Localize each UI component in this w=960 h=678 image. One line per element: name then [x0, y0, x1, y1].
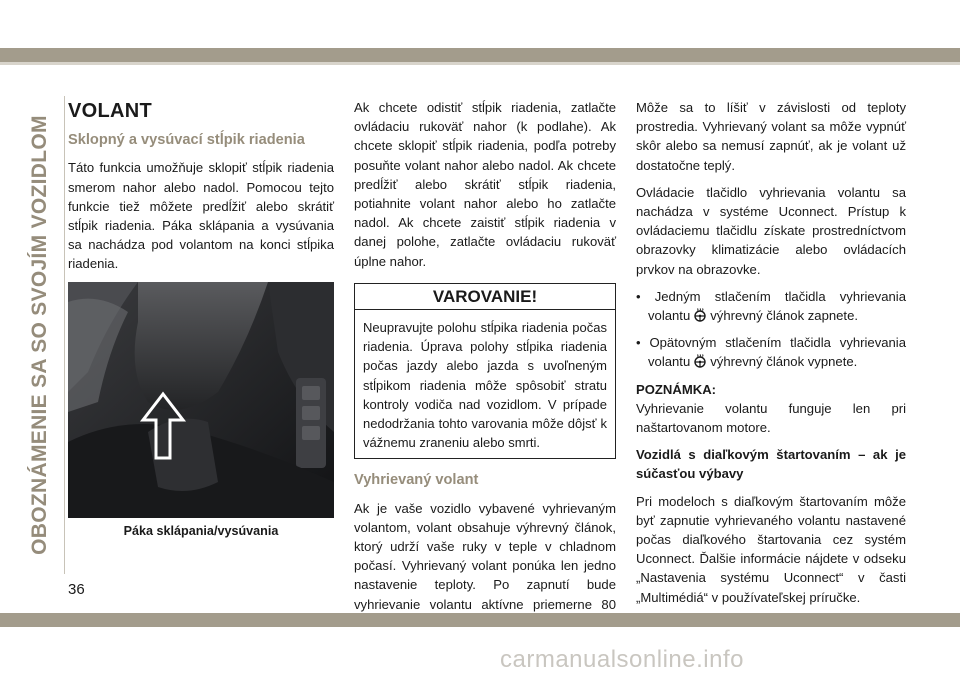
subheading-tilt-column: Sklopný a vysúvací stĺpik riadenia [68, 132, 305, 149]
tilt-lever-photo [68, 282, 334, 518]
header-stripe [0, 48, 960, 62]
side-rule [64, 96, 65, 574]
top-margin [0, 0, 960, 48]
bullet-turn-off-text-b: výhrevný článok vypnete. [710, 354, 858, 370]
remote-start-heading: Vozidlá s diaľkovým štartovaním – ak je súčasťou výbavy [636, 447, 906, 482]
warning-title: VAROVANIE! [355, 284, 615, 310]
page-number: 36 [68, 581, 85, 598]
note-title: POZNÁMKA: [636, 381, 717, 397]
tilt-intro-paragraph: Táto funkcia umožňuje sklopiť stĺpik riadenia smerom nahor alebo nadol. Pomocou tejto funkcie tiež môžete predĺžiť alebo skrátiť stĺpik riadenia. Páka sklápania a vysúvania sa nachádza pod volantom na konci stĺpika riadenia. [68, 160, 334, 272]
column-3 [636, 98, 906, 615]
column-2 [354, 98, 616, 660]
footer-stripe [0, 613, 960, 627]
header-thin-line [0, 62, 960, 65]
uconnect-paragraph: Ovládacie tlačidlo vyhrievania volantu sa nachádza v systéme Uconnect. Prístup k ovládaciemu tlačidlu získate prostredníctvom obrazovky klimatizácie alebo ovládacích prvkov na obrazovke. [636, 184, 906, 277]
bullet-turn-on-text-a: • Jedným stlačením tlačidla vyhrievania volantu [636, 288, 906, 324]
section-side-title-text: OBOZNÁMENIE SA SO SVOJÍM VOZIDLOM [28, 115, 51, 555]
heated-steering-wheel-icon [693, 354, 707, 368]
subheading-heated-wheel: Vyhrievaný volant [354, 472, 479, 489]
note-text: Vyhrievanie volantu funguje len pri naštartovanom motore. [636, 400, 906, 436]
bullet-turn-on [636, 287, 906, 325]
bullet-turn-off [636, 333, 906, 371]
column-1 [68, 98, 334, 541]
page-heading: VOLANT [68, 100, 153, 122]
heated-wheel-paragraph: Ak je vaše vozidlo vybavené vyhrievaným volantom, volant obsahuje výhrevný článok, ktorý udrží vaše ruky v teple v chladnom počasí. Vyhrievaný volant ponúka len jedno nastavenie teploty. Po zapnutí bude vyhrievanie volantu aktívne priemerne 80 [354, 500, 616, 612]
bullet-turn-off-text-a: • Opätovným stlačením tlačidla vyhrievania volantu [636, 335, 906, 370]
footer-area [0, 627, 960, 678]
figure-caption: Páka sklápania/vysúvania [123, 523, 279, 538]
watermark: carmanualsonline.info [500, 646, 744, 673]
remote-start-paragraph: Pri modeloch s diaľkovým štartovaním môže byť zapnutie vyhrievaného volantu nastavené počas diaľkového štartovania cez systém Uconnect. Ďalšie informácie nájdete v odseku „Nastavenia systému Uconnect“ v časti „Multimédiá“ v používateľskej príručke. [636, 493, 906, 605]
warning-text: Neupravujte polohu stĺpika riadenia počas riadenia. Úprava polohy stĺpika riadenia počas jazdy alebo jazda s uvoľneným stĺpikom riadenia môže spôsobiť stratu kontroly vodiča nad vozidlom. V prípade nedodržania tohto varovania môže dôjsť k vážnemu zraneniu alebo smrti. [363, 320, 607, 451]
bullet-turn-on-text-b: výhrevný článok zapnete. [710, 308, 858, 324]
temperature-paragraph: Môže sa to líšiť v závislosti od teploty prostredia. Vyhrievaný volant sa môže vypnúť skôr alebo sa nemusí zapnúť, ak je volant už dostatočne teplý. [636, 100, 906, 173]
steering-column-illustration [68, 282, 334, 518]
heated-steering-wheel-icon [693, 308, 707, 322]
warning-box [354, 283, 616, 460]
section-side-title [22, 96, 58, 574]
unlock-paragraph: Ak chcete odistiť stĺpik riadenia, zatlačte ovládaciu rukoväť nahor (k podlahe). Ak chcete sklopiť stĺpik riadenia, podľa potreby posuňte volant nahor alebo nadol. Ak chcete predĺžiť alebo skrátiť stĺpik riadenia, potiahnite volant nahor alebo ho zatlačte nadol. Ak chcete zaistiť stĺpik riadenia v danej polohe, zatlačte ovládaciu rukoväť úplne nahor. [354, 100, 616, 269]
